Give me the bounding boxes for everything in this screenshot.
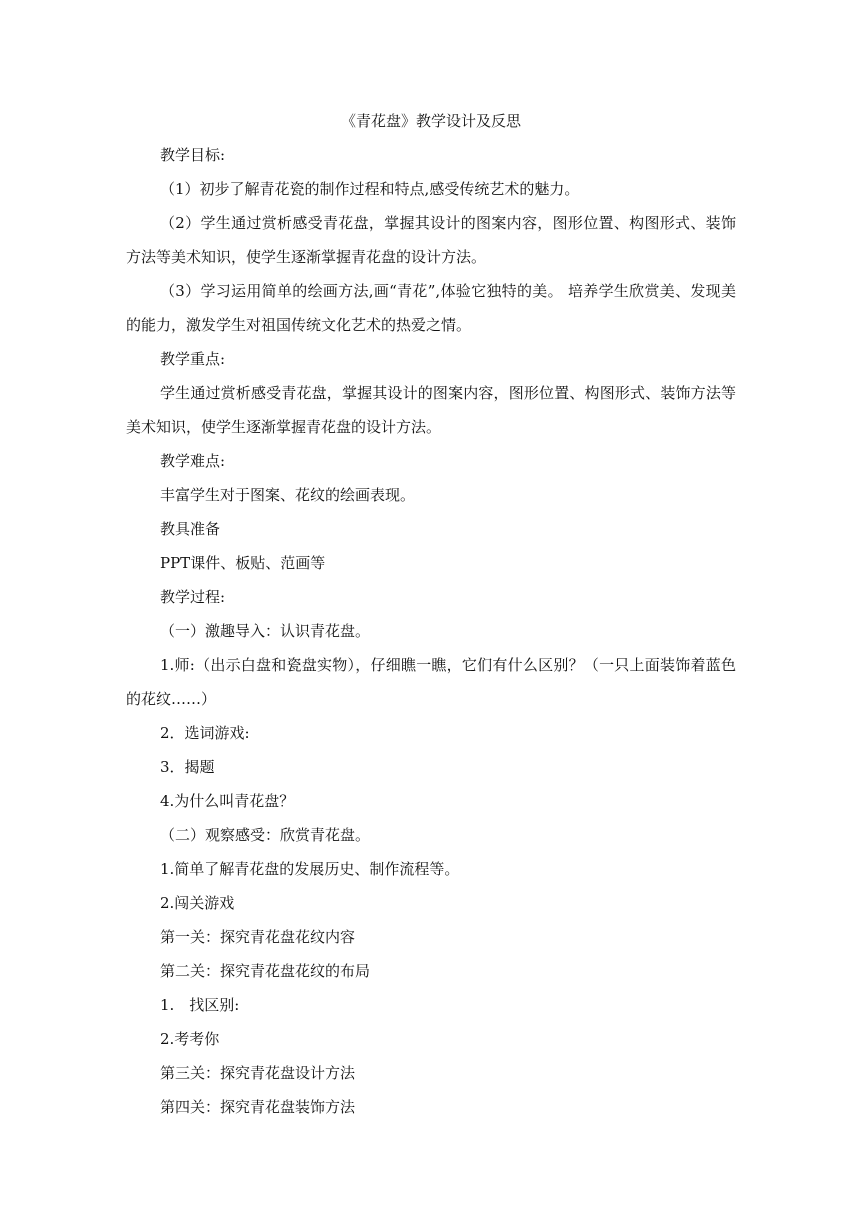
paragraph-objective-1: （1）初步了解青花瓷的制作过程和特点,感受传统艺术的魅力。 (160, 180, 580, 198)
paragraph-objective-3: （3）学习运用简单的绘画方法,画“青花”,体验它独特的美。 培养学生欣赏美、发现美的能力，激发学生对祖国传统文化艺术的热爱之情。 (126, 282, 736, 334)
paragraph-objectives-heading: 教学目标: (160, 146, 226, 164)
paragraph-materials-heading: 教具准备 (160, 520, 221, 538)
paragraph-difficulties: 丰富学生对于图案、花纹的绘画表现。 (160, 486, 416, 504)
paragraph-level-4: 第四关：探究青花盘装饰方法 (160, 1098, 356, 1116)
paragraph-materials: PPT课件、板贴、范画等 (160, 554, 326, 572)
paragraph-objective-2: （2）学生通过赏析感受青花盘，掌握其设计的图案内容，图形位置、构图形式、装饰方法等美术知识，使学生逐渐掌握青花盘的设计方法。 (126, 214, 736, 266)
paragraph-key-points: 学生通过赏析感受青花盘，掌握其设计的图案内容，图形位置、构图形式、装饰方法等美术知识，使学生逐渐掌握青花盘的设计方法。 (126, 384, 736, 436)
paragraph-section-2-step-1: 1.简单了解青花盘的发展历史、制作流程等。 (160, 860, 460, 878)
paragraph-section-2: （二）观察感受：欣赏青花盘。 (160, 826, 371, 844)
paragraph-section-2-step-2: 2.闯关游戏 (160, 894, 235, 912)
paragraph-step-4: 4.为什么叫青花盘？ (160, 792, 295, 810)
paragraph-level-1: 第一关：探究青花盘花纹内容 (160, 928, 356, 946)
paragraph-difficulties-heading: 教学难点: (160, 452, 226, 470)
paragraph-step-1: 1.师:（出示白盘和瓷盘实物），仔细瞧一瞧，它们有什么区别？（一只上面装饰着蓝色的花纹……） (126, 656, 736, 708)
document-page (126, 104, 736, 1124)
paragraph-level-3: 第三关：探究青花盘设计方法 (160, 1064, 356, 1082)
document-title: 《青花盘》教学设计及反思 (340, 112, 521, 130)
paragraph-level-2-item-1: 1. 找区别: (160, 996, 240, 1014)
paragraph-step-3: 3．揭题 (160, 758, 215, 776)
paragraph-section-1: （一）激趣导入：认识青花盘。 (160, 622, 371, 640)
paragraph-step-2: 2．选词游戏: (160, 724, 250, 742)
paragraph-process-heading: 教学过程: (160, 588, 226, 606)
paragraph-level-2-item-2: 2.考考你 (160, 1030, 220, 1048)
paragraph-key-points-heading: 教学重点: (160, 350, 226, 368)
paragraph-level-2: 第二关：探究青花盘花纹的布局 (160, 962, 371, 980)
